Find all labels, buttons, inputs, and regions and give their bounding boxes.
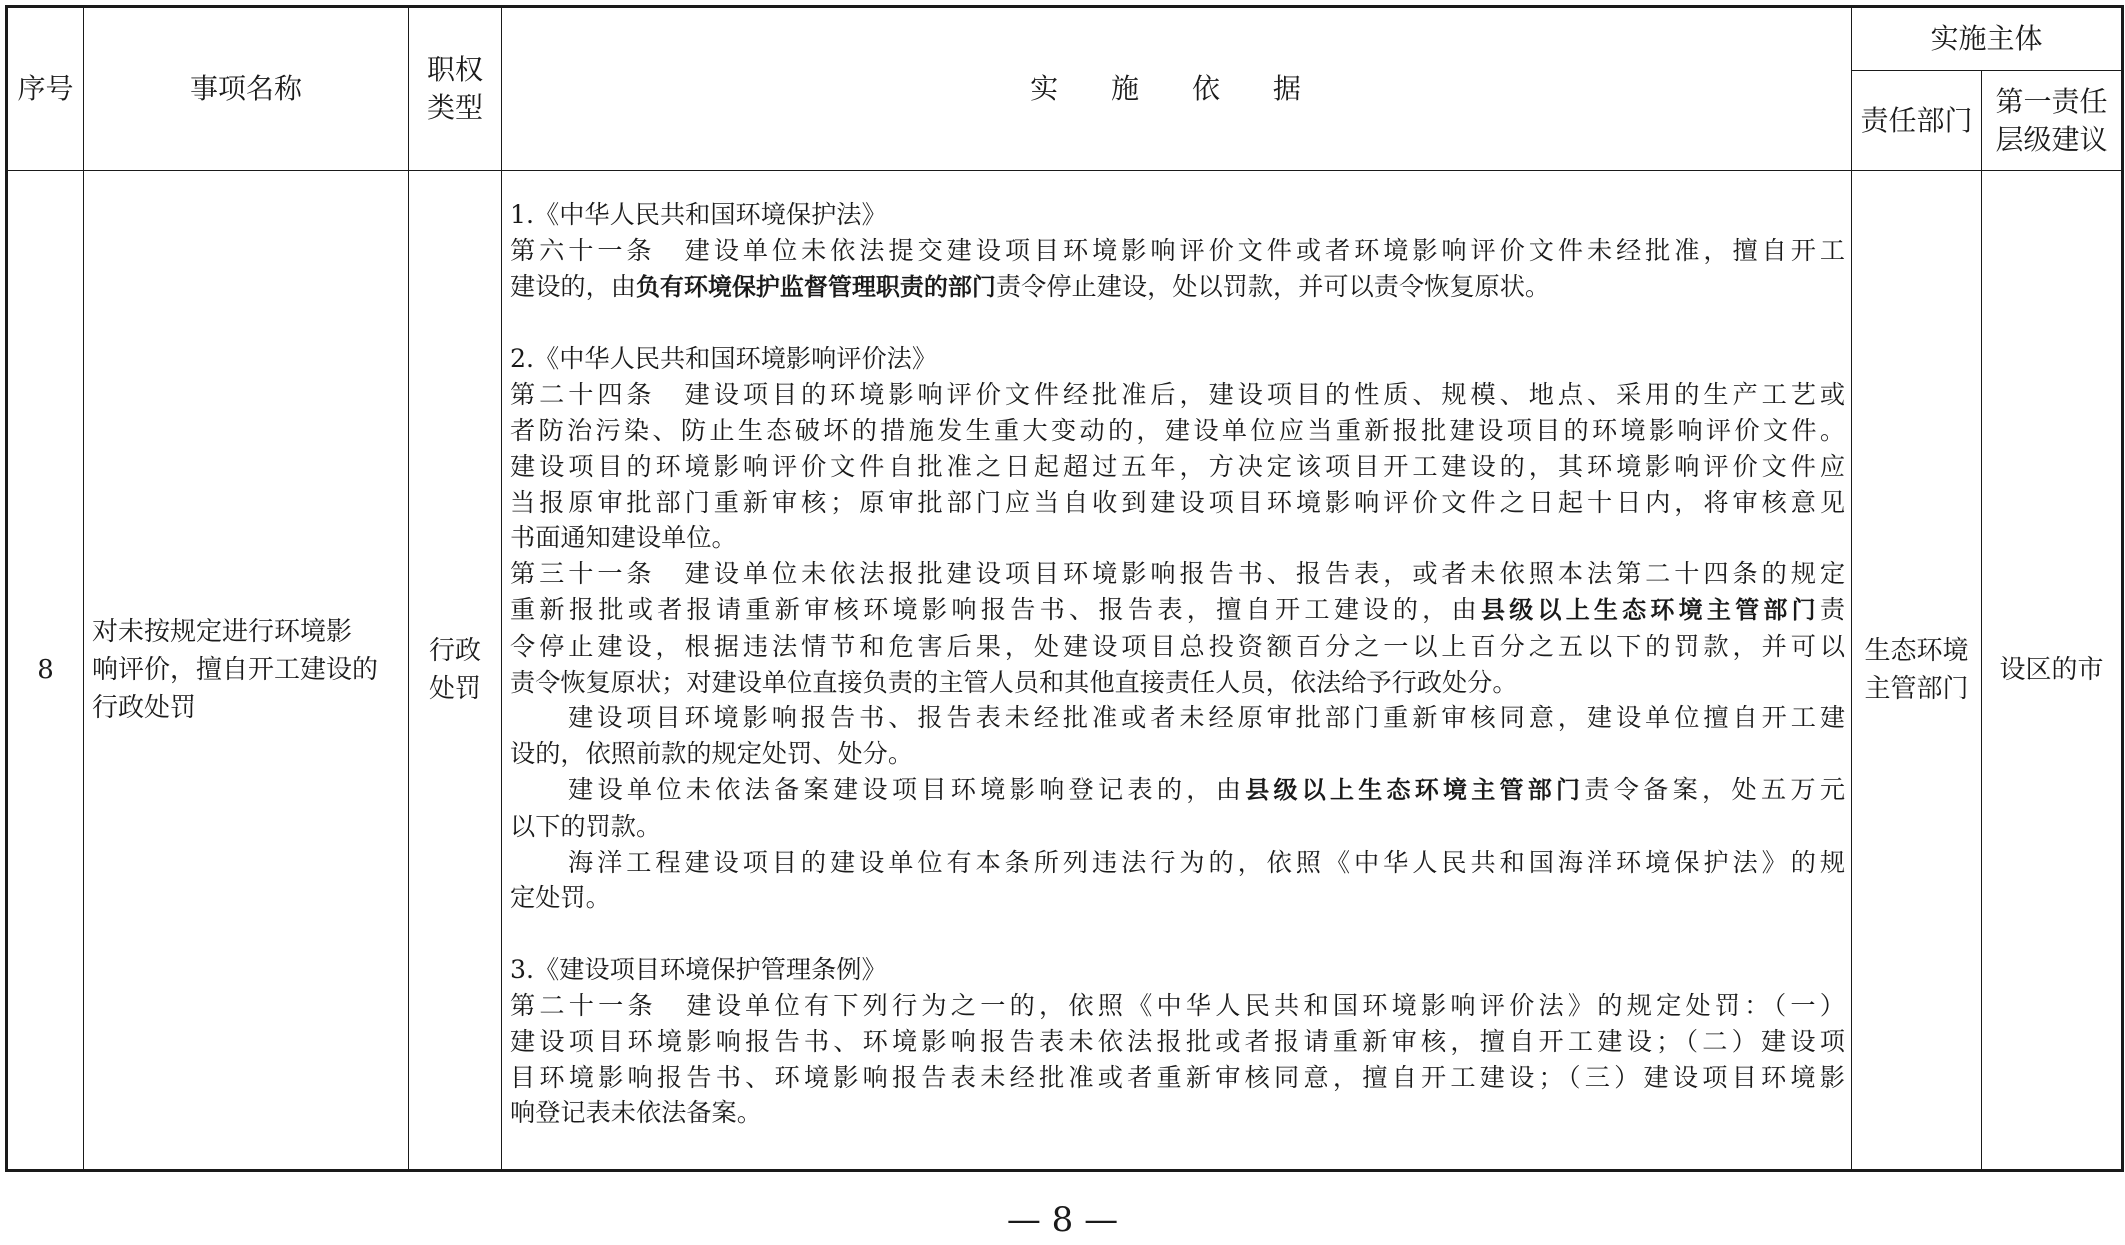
responsible-authority-text: 县级以上生态环境主管部门 — [1480, 595, 1820, 624]
law-text-segment: 责 — [1819, 594, 1845, 624]
law-text-line: 令停止建设，根据违法情节和危害后果，处建设项目总投资额百分之一以上百分之五以下的罚款，并可以 — [510, 631, 1845, 661]
law-text-line: 建设项目环境影响报告书、环境影响报告表未依法报批或者报请重新审核，擅自开工建设；（二）建设项 — [510, 1026, 1845, 1056]
header-level-line-1: 第一责任 — [1995, 84, 2108, 118]
law-block-construction-regulation — [510, 952, 1845, 1131]
law-text-line: 目环境影响报告书、环境影响报告表未经批准或者重新审核同意，擅自开工建设；（三）建设项目环境影 — [510, 1062, 1845, 1092]
header-seq: 序号 — [7, 7, 84, 171]
header-power-type-line-1: 职权 — [426, 53, 483, 86]
row-seq: 8 — [7, 171, 84, 1171]
table-row — [7, 171, 2123, 1171]
law-text-line: 定处罚。 — [510, 883, 611, 913]
header-power-type-line-2: 类型 — [426, 91, 483, 124]
law-text-line — [510, 269, 1845, 306]
law-text-line: 设的，依照前款的规定处罚、处分。 — [510, 739, 913, 769]
law-text-line: 责令恢复原状；对建设单位直接负责的主管人员和其他直接责任人员，依法给予行政处分。 — [510, 667, 1518, 697]
law-text-segment: 责令备案，处五万元 — [1584, 774, 1845, 804]
law-text-line: 建设项目的环境影响评价文件自批准之日起超过五年，方决定该项目开工建设的，其环境影响评价文件应 — [510, 451, 1845, 481]
law-text-line: 书面通知建设单位。 — [510, 523, 737, 553]
law-title: 1.《中华人民共和国环境保护法》 — [510, 200, 887, 229]
row-item-name-line-3: 行政处罚 — [92, 693, 197, 723]
law-text-line: 第二十一条 建设单位有下列行为之一的，依照《中华人民共和国环境影响评价法》的规定处罚：（一） — [510, 990, 1845, 1020]
law-text-segment: 建设的，由 — [510, 271, 636, 301]
law-text-line: 第二十四条 建设项目的环境影响评价文件经批准后，建设项目的性质、规模、地点、采用的生产工艺或 — [510, 380, 1845, 410]
row-power-type-line-1: 行政 — [428, 636, 481, 666]
law-text-line: 海洋工程建设项目的建设单位有本条所列违法行为的，依照《中华人民共和国海洋环境保护法》的规 — [568, 847, 1845, 877]
header-dept: 责任部门 — [1852, 71, 1982, 171]
row-power-type — [409, 171, 502, 1171]
row-item-name-line-1: 对未按规定进行环境影 — [92, 617, 353, 647]
law-block-environmental-protection — [510, 197, 1845, 305]
law-text-line: 响登记表未依法备案。 — [510, 1098, 762, 1128]
row-item-name — [84, 171, 409, 1171]
row-dept-line-2: 主管部门 — [1864, 674, 1969, 704]
header-level-line-2: 层级建议 — [1995, 122, 2108, 156]
law-title: 2.《中华人民共和国环境影响评价法》 — [510, 344, 938, 374]
law-text-segment: 重新报批或者报请重新审核环境影响报告书、报告表，擅自开工建设的，由 — [510, 594, 1481, 624]
law-text-line: 者防治污染、防止生态破坏的措施发生重大变动的，建设单位应当重新报批建设项目的环境影响评价文件。 — [510, 415, 1845, 445]
law-text-line: 第六十一条 建设单位未依法提交建设项目环境影响评价文件或者环境影响评价文件未经批准，擅自开工 — [510, 235, 1845, 265]
law-text-line: 第三十一条 建设单位未依法报批建设项目环境影响报告书、报告表，或者未依照本法第二十四条的规定 — [510, 559, 1845, 589]
header-item-name: 事项名称 — [84, 7, 409, 171]
row-power-type-line-2: 处罚 — [428, 674, 481, 704]
page-number: — 8 — — [1006, 1200, 1119, 1240]
header-power-type — [409, 7, 502, 171]
row-responsibility-level: 设区的市 — [1982, 171, 2123, 1171]
law-text-segment: 建设单位未依法备案建设项目环境影响登记表的，由 — [568, 774, 1246, 804]
row-responsible-dept — [1852, 171, 1982, 1171]
responsible-authority-text: 负有环境保护监督管理职责的部门 — [635, 272, 996, 301]
law-text-segment: 责令停止建设，处以罚款，并可以责令恢复原状。 — [995, 271, 1551, 301]
law-text-line: 以下的罚款。 — [510, 811, 662, 841]
row-dept-line-1: 生态环境 — [1864, 636, 1969, 666]
header-level — [1982, 71, 2123, 171]
law-text-line — [510, 772, 1845, 809]
law-block-eia-law — [510, 341, 1845, 916]
header-basis: 实 施 依 据 — [502, 7, 1852, 171]
enforcement-item-table — [5, 5, 2124, 1172]
law-title: 3.《建设项目环境保护管理条例》 — [510, 955, 887, 985]
law-text-line: 建设项目环境影响报告书、报告表未经批准或者未经原审批部门重新审核同意，建设单位擅自开工建 — [568, 703, 1845, 733]
law-text-line — [510, 592, 1845, 629]
row-basis — [502, 171, 1852, 1171]
law-text-line: 当报原审批部门重新审核；原审批部门应当自收到建设项目环境影响评价文件之日起十日内，将审核意见 — [510, 487, 1845, 517]
header-subject: 实施主体 — [1852, 7, 2123, 71]
row-item-name-line-2: 响评价，擅自开工建设的 — [92, 655, 379, 685]
responsible-authority-text: 县级以上生态环境主管部门 — [1245, 775, 1585, 804]
